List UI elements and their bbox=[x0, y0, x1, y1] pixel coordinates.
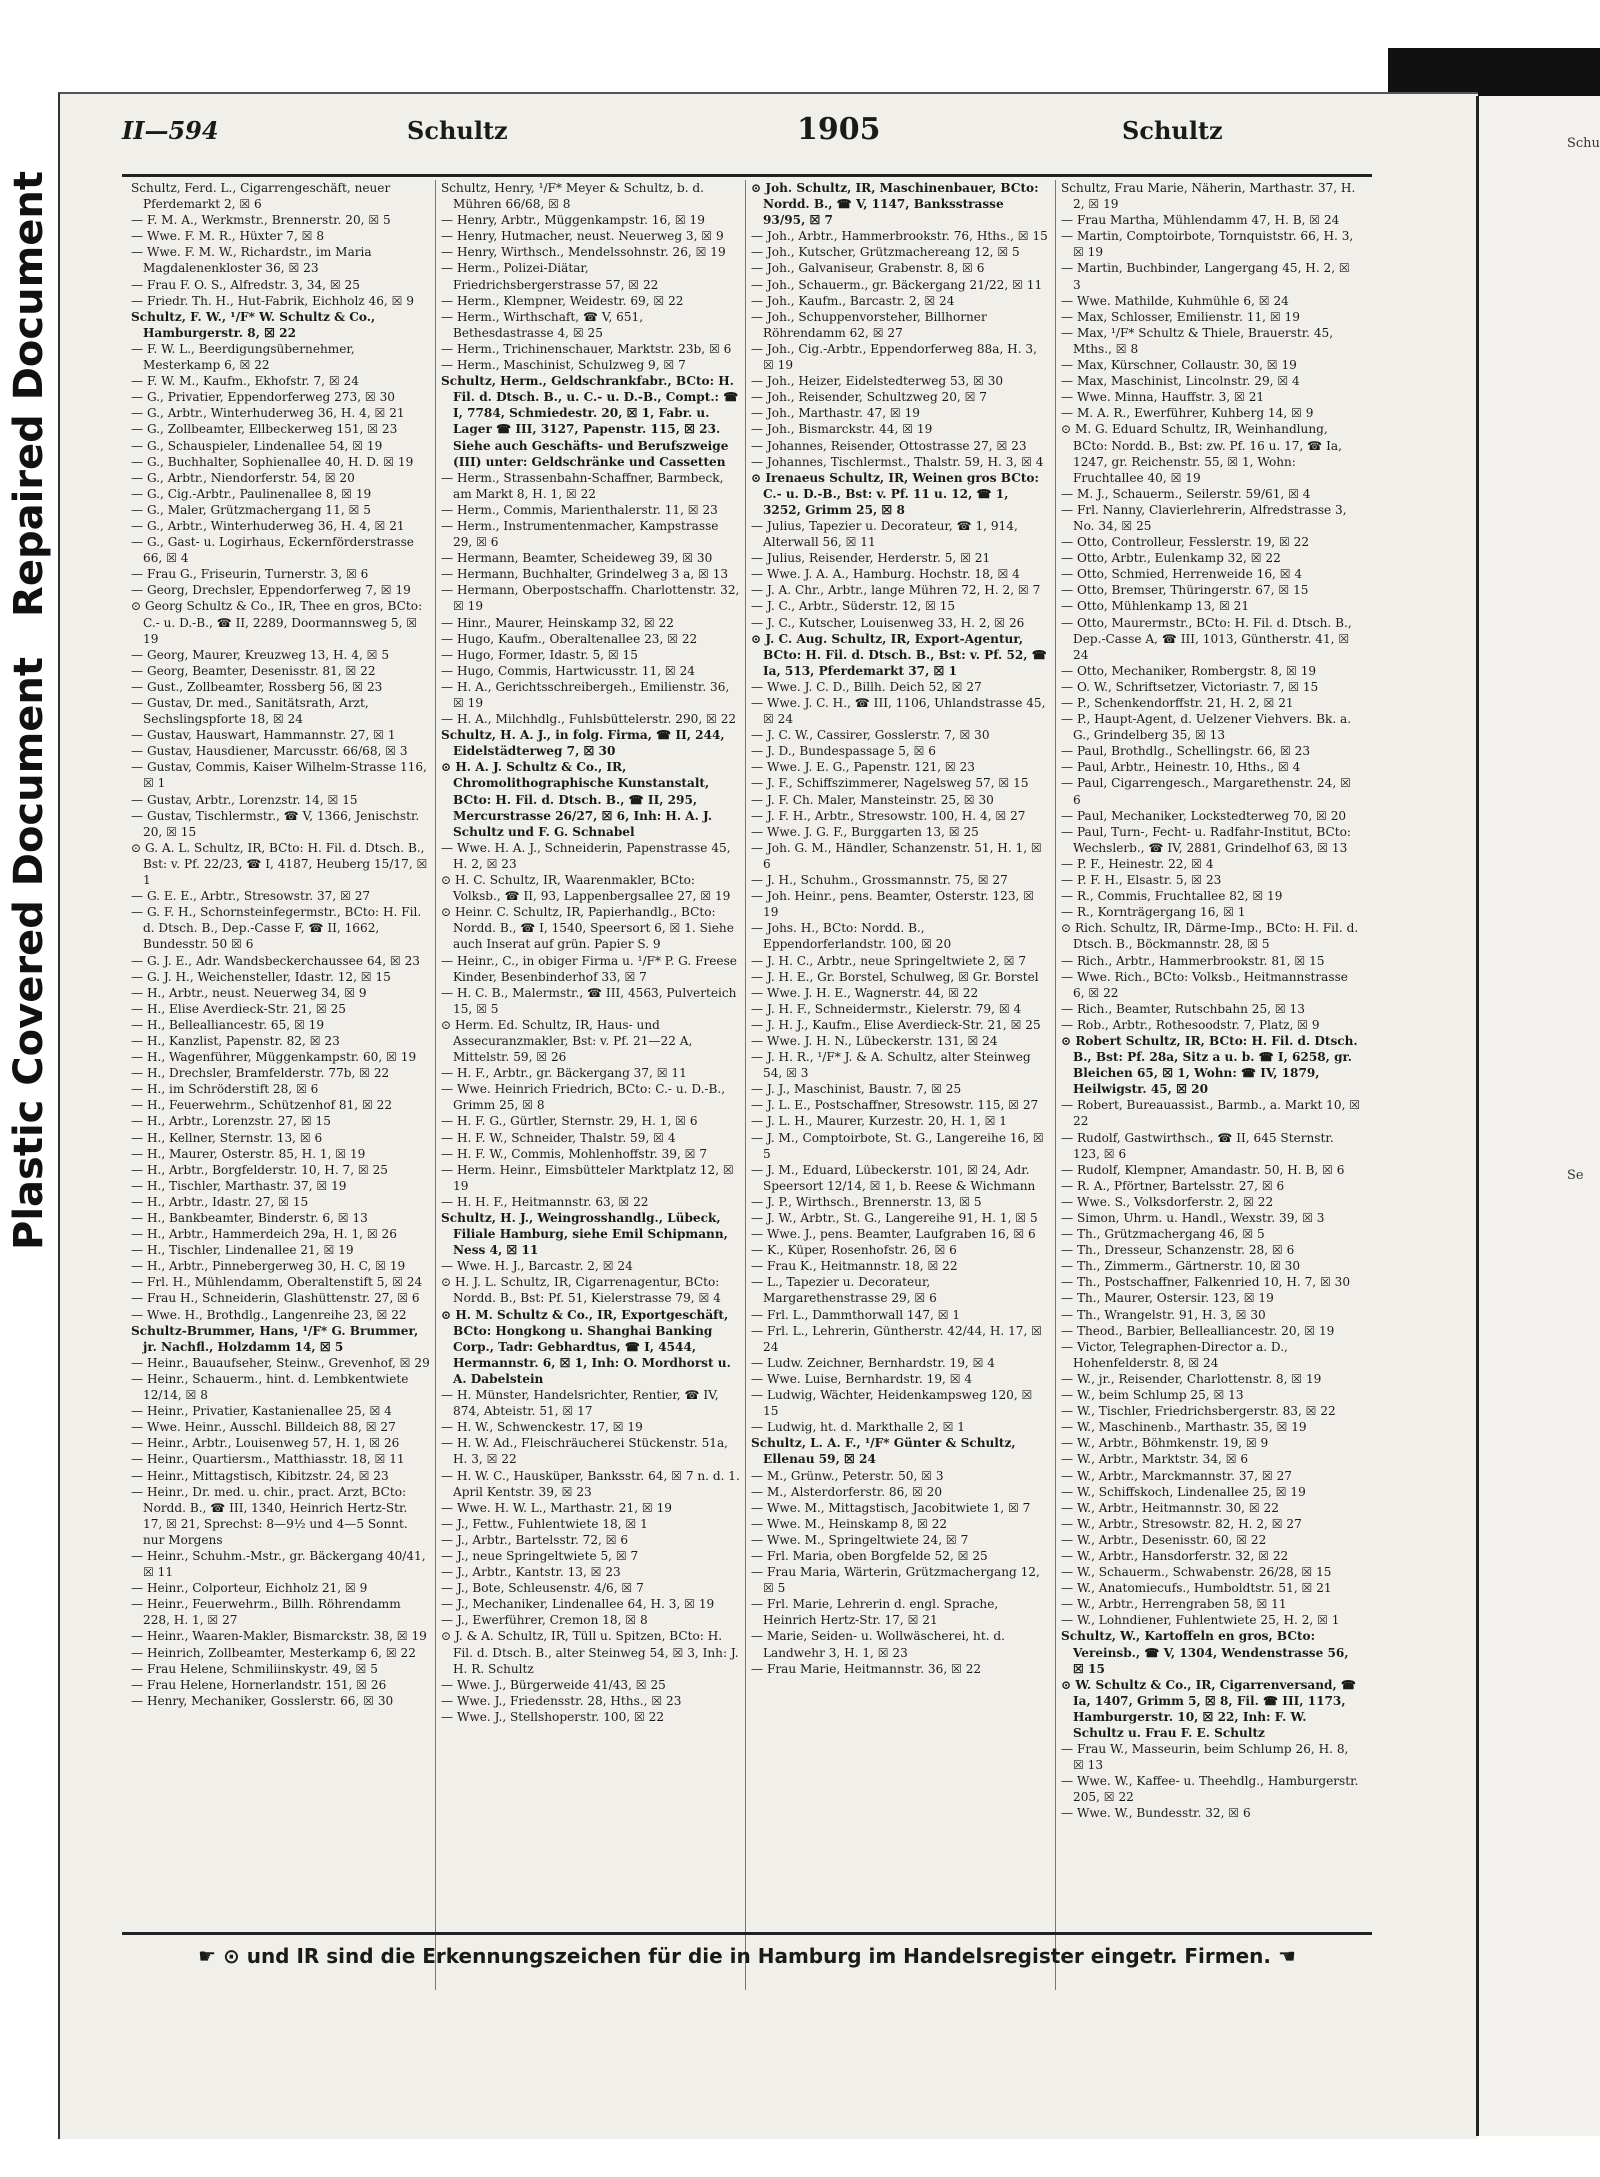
directory-entry: — J. C. W., Cassirer, Gosslerstr. 7, ☒ 30 bbox=[751, 728, 990, 743]
directory-entry: — Henry, Mechaniker, Gosslerstr. 66, ☒ 30 bbox=[131, 1693, 394, 1708]
directory-entry: — W., Arbtr., Herrengraben 58, ☒ 11 bbox=[1061, 1597, 1287, 1612]
directory-entry: — J., Ewerführer, Cremon 18, ☒ 8 bbox=[441, 1613, 648, 1628]
directory-entry: — Joh., Bismarckstr. 44, ☒ 19 bbox=[751, 422, 933, 437]
page-header bbox=[122, 112, 1422, 148]
directory-entry: — J. W., Arbtr., St. G., Langereihe 91, H. 1, ☒ 5 bbox=[751, 1211, 1038, 1225]
directory-entry: — J. J., Maschinist, Baustr. 7, ☒ 25 bbox=[751, 1082, 962, 1097]
directory-entry: — Rudolf, Gastwirthsch., ☎ II, 645 Sternstr. 123, ☒ 6 bbox=[1061, 1130, 1334, 1161]
directory-entry: — R., Commis, Fruchtallee 82, ☒ 19 bbox=[1061, 889, 1283, 904]
directory-entry: Schultz, W., Kartoffeln en gros, BCto: Vereinsb., ☎ V, 1304, Wendenstrasse 56, ☒ 15 bbox=[1061, 1629, 1349, 1676]
directory-entry: — O. W., Schriftsetzer, Victoriastr. 7, ☒ 15 bbox=[1061, 679, 1319, 694]
directory-entry: — Th., Wrangelstr. 91, H. 3, ☒ 30 bbox=[1061, 1307, 1266, 1322]
directory-entry: — M. A. R., Ewerführer, Kuhberg 14, ☒ 9 bbox=[1061, 406, 1314, 421]
directory-entry: — Heinr., Quartiersm., Matthiasstr. 18, ☒ 11 bbox=[131, 1452, 405, 1467]
directory-entry: — Frau G., Friseurin, Turnerstr. 3, ☒ 6 bbox=[131, 567, 369, 582]
directory-entry: — M., Alsterdorferstr. 86, ☒ 20 bbox=[751, 1484, 943, 1499]
directory-entry: — Frau Maria, Wärterin, Grützmachergang 12, ☒ 5 bbox=[751, 1565, 1040, 1596]
directory-entry: — W., Schauerm., Schwabenstr. 26/28, ☒ 15 bbox=[1061, 1565, 1332, 1580]
directory-entry: — H., Arbtr., Hammerdeich 29a, H. 1, ☒ 26 bbox=[131, 1227, 397, 1242]
directory-entry: — J. A. Chr., Arbtr., lange Mühren 72, H. 2, ☒ 7 bbox=[751, 583, 1041, 598]
directory-entry: — J. H., Schuhm., Grossmannstr. 75, ☒ 27 bbox=[751, 873, 1008, 888]
directory-entry: — H., Bankbeamter, Binderstr. 6, ☒ 13 bbox=[131, 1211, 368, 1225]
directory-entry: Schultz, Herm., Geldschrankfabr., BCto: H. Fil. d. Dtsch. B., u. C.- u. D.-B., Compt.: ☎ I, 7784, Schmiedestr. 20, ☒ 1, Fabr. u. Lager ☎ III, 3127, Papenstr. 115, ☒ 23. Siehe auch Geschäfts- und Berufszweige (III) unter: Geldschränke und Cassetten bbox=[441, 374, 739, 469]
columns bbox=[126, 180, 1366, 1990]
directory-entry: — Herm., Maschinist, Schulzweg 9, ☒ 7 bbox=[441, 358, 686, 373]
directory-entry: — Wwe. H. J., Barcastr. 2, ☒ 24 bbox=[441, 1259, 633, 1274]
directory-entry: — J. H. E., Gr. Borstel, Schulweg, ☒ Gr. Borstel bbox=[751, 969, 1039, 984]
directory-entry: — G., Arbtr., Winterhuderweg 36, H. 4, ☒ 21 bbox=[131, 406, 405, 421]
directory-entry: — F. M. A., Werkmstr., Brennerstr. 20, ☒ 5 bbox=[131, 213, 391, 228]
directory-entry: — R. A., Pförtner, Bartelsstr. 27, ☒ 6 bbox=[1061, 1178, 1285, 1193]
directory-entry: Schultz, Henry, ¹/F* Meyer & Schultz, b. d. Mühren 66/68, ☒ 8 bbox=[441, 181, 705, 212]
spine-label-plastic: Plastic Covered Document bbox=[6, 656, 52, 1250]
directory-entry: — P. F. H., Elsastr. 5, ☒ 23 bbox=[1061, 873, 1222, 888]
directory-entry: — Wwe. J., pens. Beamter, Laufgraben 16, ☒ 6 bbox=[751, 1227, 1036, 1242]
directory-entry: — Frau Helene, Schmiliinskystr. 49, ☒ 5 bbox=[131, 1661, 378, 1676]
directory-entry: — Wwe. F. M. R., Hüxter 7, ☒ 8 bbox=[131, 229, 325, 244]
directory-entry: — W., Tischler, Friedrichsbergerstr. 83, ☒ 22 bbox=[1061, 1404, 1336, 1419]
directory-entry: — Gustav, Commis, Kaiser Wilhelm-Strasse 116, ☒ 1 bbox=[131, 760, 427, 791]
directory-entry: — Heinr., Mittagstisch, Kibitzstr. 24, ☒ 23 bbox=[131, 1468, 389, 1483]
directory-entry: — Georg, Drechsler, Eppendorferweg 7, ☒ 19 bbox=[131, 583, 411, 598]
directory-entry: Schultz, L. A. F., ¹/F* Günter & Schultz, Ellenau 59, ☒ 24 bbox=[751, 1436, 1016, 1467]
directory-entry: — Wwe. S., Volksdorferstr. 2, ☒ 22 bbox=[1061, 1194, 1274, 1209]
directory-entry: — G., Zollbeamter, Ellbeckerweg 151, ☒ 23 bbox=[131, 422, 398, 437]
directory-entry: ⊙ Heinr. C. Schultz, IR, Papierhandlg., BCto: Nordd. B., ☎ I, 1540, Speersort 6, ☒ 1. Siehe auch Inserat auf grün. Papier S. 9 bbox=[441, 905, 734, 952]
directory-entry: — Frau Martha, Mühlendamm 47, H. B, ☒ 24 bbox=[1061, 213, 1340, 228]
directory-entry: — Hermann, Oberpostschaffn. Charlottenstr. 32, ☒ 19 bbox=[441, 583, 740, 614]
directory-entry: — Hermann, Beamter, Scheideweg 39, ☒ 30 bbox=[441, 551, 713, 566]
page-number: II—594 bbox=[122, 116, 219, 145]
directory-entry: — J. F. Ch. Maler, Mansteinstr. 25, ☒ 30 bbox=[751, 792, 994, 807]
directory-entry: — G., Gast- u. Logirhaus, Eckernförderstrasse 66, ☒ 4 bbox=[131, 535, 414, 566]
directory-entry: — Johannes, Tischlermst., Thalstr. 59, H. 3, ☒ 4 bbox=[751, 454, 1044, 469]
directory-entry: — Herm., Polizei-Diätar, Friedrichsbergerstrasse 57, ☒ 22 bbox=[441, 261, 659, 292]
directory-entry: ⊙ M. G. Eduard Schultz, IR, Weinhandlung, BCto: Nordd. B., Bst: zw. Pf. 16 u. 17, ☎ Ia, 1247, gr. Reichenstr. 55, ☒ 1, Wohn: Fruchtallee 40, ☒ 19 bbox=[1061, 422, 1342, 485]
directory-entry: — Herm., Instrumentenmacher, Kampstrasse 29, ☒ 6 bbox=[441, 518, 719, 550]
directory-entry: — Heinr., Waaren-Makler, Bismarckstr. 38, ☒ 19 bbox=[131, 1629, 427, 1644]
directory-entry: — H. F. W., Commis, Mohlenhoffstr. 39, ☒ 7 bbox=[441, 1146, 708, 1161]
directory-entry: — Ludwig, Wächter, Heidenkampsweg 120, ☒ 15 bbox=[751, 1388, 1033, 1419]
directory-entry: — G. J. H., Weichensteller, Idastr. 12, ☒ 15 bbox=[131, 969, 391, 984]
directory-entry: — Heinr., Feuerwehrm., Billh. Röhrendamm 228, H. 1, ☒ 27 bbox=[131, 1597, 401, 1628]
directory-entry: — G. J. E., Adr. Wandsbeckerchaussee 64, ☒ 23 bbox=[131, 953, 420, 968]
directory-entry: — Heinr., Privatier, Kastanienallee 25, ☒ 4 bbox=[131, 1404, 392, 1419]
directory-entry: — J. C., Arbtr., Süderstr. 12, ☒ 15 bbox=[751, 599, 956, 614]
directory-entry: — H., im Schröderstift 28, ☒ 6 bbox=[131, 1082, 319, 1097]
directory-entry: — G., Buchhalter, Sophienallee 40, H. D. ☒ 19 bbox=[131, 454, 414, 469]
directory-entry: — Wwe. Heinrich Friedrich, BCto: C.- u. D.-B., Grimm 25, ☒ 8 bbox=[441, 1082, 726, 1113]
directory-entry: — J., Arbtr., Kantstr. 13, ☒ 23 bbox=[441, 1565, 621, 1580]
directory-entry: — Wwe. Rich., BCto: Volksb., Heitmannstrasse 6, ☒ 22 bbox=[1061, 969, 1348, 1000]
directory-entry: — Gustav, Hausdiener, Marcusstr. 66/68, ☒ 3 bbox=[131, 744, 408, 759]
column-4 bbox=[1056, 180, 1366, 1990]
directory-entry: — H., Kellner, Sternstr. 13, ☒ 6 bbox=[131, 1130, 323, 1145]
header-rule bbox=[122, 174, 1372, 177]
directory-entry: — G., Cig.-Arbtr., Paulinenallee 8, ☒ 19 bbox=[131, 486, 372, 501]
directory-entry: — H. F. G., Gürtler, Sternstr. 29, H. 1, ☒ 6 bbox=[441, 1114, 698, 1129]
directory-entry: — Wwe. M., Mittagstisch, Jacobitwiete 1, ☒ 7 bbox=[751, 1500, 1031, 1515]
directory-entry: — Ludw. Zeichner, Bernhardstr. 19, ☒ 4 bbox=[751, 1355, 995, 1370]
directory-entry: — H., Arbtr., Idastr. 27, ☒ 15 bbox=[131, 1194, 309, 1209]
directory-entry: ⊙ J. C. Aug. Schultz, IR, Export-Agentur, BCto: H. Fil. d. Dtsch. B., Bst: v. Pf. 52, ☎ Ia, 513, Pferdemarkt 37, ☒ 1 bbox=[751, 631, 1047, 678]
directory-entry: — Frl. L., Dammthorwall 147, ☒ 1 bbox=[751, 1307, 961, 1322]
directory-entry: — Paul, Turn-, Fecht- u. Radfahr-Institut, BCto: Wechslerb., ☎ IV, 2881, Grindelhof 63, ☒ 13 bbox=[1061, 824, 1351, 855]
directory-entry: — J. H. F., Schneidermstr., Kielerstr. 79, ☒ 4 bbox=[751, 1001, 1022, 1016]
directory-entry: — J. H. J., Kaufm., Elise Averdieck-Str. 21, ☒ 25 bbox=[751, 1017, 1041, 1032]
directory-entry: — Wwe. J., Friedensstr. 28, Hths., ☒ 23 bbox=[441, 1693, 682, 1708]
directory-entry: — W., Arbtr., Marckmannstr. 37, ☒ 27 bbox=[1061, 1468, 1292, 1483]
directory-entry: — J. L. E., Postschaffner, Stresowstr. 115, ☒ 27 bbox=[751, 1098, 1039, 1113]
directory-entry: — Otto, Arbtr., Eulenkamp 32, ☒ 22 bbox=[1061, 551, 1281, 566]
directory-entry: — Heinrich, Zollbeamter, Mesterkamp 6, ☒ 22 bbox=[131, 1645, 416, 1660]
directory-entry: — Hermann, Buchhalter, Grindelweg 3 a, ☒ 13 bbox=[441, 567, 729, 582]
directory-entry: — Joh., Schuppenvorsteher, Billhorner Röhrendamm 62, ☒ 27 bbox=[751, 309, 987, 340]
directory-entry: — Hugo, Kaufm., Oberaltenallee 23, ☒ 22 bbox=[441, 631, 698, 646]
directory-entry: — Th., Zimmerm., Gärtnerstr. 10, ☒ 30 bbox=[1061, 1259, 1301, 1274]
directory-entry: — Julius, Reisender, Herderstr. 5, ☒ 21 bbox=[751, 551, 991, 566]
directory-entry: — Victor, Telegraphen-Director a. D., Hohenfelderstr. 8, ☒ 24 bbox=[1061, 1339, 1288, 1370]
directory-entry: — H., Feuerwehrm., Schützenhof 81, ☒ 22 bbox=[131, 1098, 393, 1113]
directory-entry: — Joh., Kaufm., Barcastr. 2, ☒ 24 bbox=[751, 293, 955, 308]
directory-entry: — Herm., Strassenbahn-Schaffner, Barmbeck, am Markt 8, H. 1, ☒ 22 bbox=[441, 470, 724, 501]
directory-entry: — H. Münster, Handelsrichter, Rentier, ☎ IV, 874, Abteistr. 51, ☒ 17 bbox=[441, 1388, 719, 1419]
directory-entry: — Robert, Bureauassist., Barmb., a. Markt 10, ☒ 22 bbox=[1061, 1098, 1361, 1129]
directory-entry: — H., Tischler, Marthastr. 37, ☒ 19 bbox=[131, 1178, 347, 1193]
directory-entry: — Joh. G. M., Händler, Schanzenstr. 51, H. 1, ☒ 6 bbox=[751, 840, 1042, 871]
directory-entry: — R., Kornträgergang 16, ☒ 1 bbox=[1061, 905, 1246, 920]
directory-entry: Schultz, Frau Marie, Näherin, Marthastr. 37, H. 2, ☒ 19 bbox=[1061, 181, 1356, 212]
directory-entry: — Hugo, Commis, Hartwicusstr. 11, ☒ 24 bbox=[441, 663, 695, 678]
directory-entry: — H., Tischler, Lindenallee 21, ☒ 19 bbox=[131, 1243, 354, 1258]
directory-entry: — G., Maler, Grützmachergang 11, ☒ 5 bbox=[131, 502, 371, 517]
directory-entry: — Otto, Bremser, Thüringerstr. 67, ☒ 15 bbox=[1061, 583, 1309, 598]
directory-entry: — Max, Schlosser, Emilienstr. 11, ☒ 19 bbox=[1061, 309, 1300, 324]
directory-entry: — H. C. B., Malermstr., ☎ III, 4563, Pulverteich 15, ☒ 5 bbox=[441, 985, 737, 1016]
directory-entry: — Martin, Comptoirbote, Tornquiststr. 66, H. 3, ☒ 19 bbox=[1061, 229, 1354, 260]
directory-entry: — H. H. F., Heitmannstr. 63, ☒ 22 bbox=[441, 1194, 649, 1209]
directory-entry: — J. H. R., ¹/F* J. & A. Schultz, alter Steinweg 54, ☒ 3 bbox=[751, 1050, 1031, 1081]
directory-entry: — Herm., Klempner, Weidestr. 69, ☒ 22 bbox=[441, 293, 684, 308]
directory-entry: — Joh., Kutscher, Grützmachereang 12, ☒ 5 bbox=[751, 245, 1020, 260]
directory-entry: ⊙ Robert Schultz, IR, BCto: H. Fil. d. Dtsch. B., Bst: Pf. 28a, Sitz a u. b. ☎ I, 6258, gr. Bleichen 65, ☒ 1, Wohn: ☎ IV, 1879, Heilwigstr. 45, ☒ 20 bbox=[1061, 1033, 1358, 1097]
directory-entry: — Georg, Beamter, Desenisstr. 81, ☒ 22 bbox=[131, 663, 376, 678]
directory-entry: — W., beim Schlump 25, ☒ 13 bbox=[1061, 1388, 1244, 1403]
directory-entry: — J., Fettw., Fuhlentwiete 18, ☒ 1 bbox=[441, 1516, 648, 1531]
directory-entry: — F. W. L., Beerdigungsübernehmer, Mesterkamp 6, ☒ 22 bbox=[131, 341, 355, 373]
adjacent-fragment: Se bbox=[1567, 1168, 1584, 1183]
adjacent-fragment: Schu bbox=[1567, 136, 1600, 151]
directory-entry: — Wwe. M., Heinskamp 8, ☒ 22 bbox=[751, 1516, 948, 1531]
directory-entry: — H. W., Schwenckestr. 17, ☒ 19 bbox=[441, 1420, 643, 1435]
directory-entry: — Wwe. J., Stellshoperstr. 100, ☒ 22 bbox=[441, 1709, 665, 1724]
directory-entry: — Wwe. J. C. H., ☎ III, 1106, Uhlandstrasse 45, ☒ 24 bbox=[751, 696, 1046, 727]
directory-entry: — Marie, Seiden- u. Wollwäscherei, ht. d. Landwehr 3, H. 1, ☒ 23 bbox=[751, 1629, 1005, 1660]
directory-entry: — Wwe. M., Springeltwiete 24, ☒ 7 bbox=[751, 1532, 969, 1547]
directory-entry: — W., Arbtr., Desenisstr. 60, ☒ 22 bbox=[1061, 1532, 1267, 1547]
directory-entry: — G., Privatier, Eppendorferweg 273, ☒ 30 bbox=[131, 390, 395, 405]
directory-entry: — Otto, Schmied, Herrenweide 16, ☒ 4 bbox=[1061, 567, 1303, 582]
directory-entry: — W., Arbtr., Stresowstr. 82, H. 2, ☒ 27 bbox=[1061, 1516, 1302, 1531]
directory-entry: — H., Elise Averdieck-Str. 21, ☒ 25 bbox=[131, 1001, 346, 1016]
directory-entry: — Herm., Wirthschaft, ☎ V, 651, Bethesdastrasse 4, ☒ 25 bbox=[441, 309, 644, 340]
directory-entry: — Johannes, Reisender, Ottostrasse 27, ☒ 23 bbox=[751, 438, 1027, 453]
directory-entry: Schultz, H. A. J., in folg. Firma, ☎ II, 244, Eidelstädterweg 7, ☒ 30 bbox=[441, 728, 725, 759]
directory-entry: — H. A., Milchhdlg., Fuhlsbüttelerstr. 290, ☒ 22 bbox=[441, 712, 737, 727]
directory-entry: — Paul, Arbtr., Heinestr. 10, Hths., ☒ 4 bbox=[1061, 760, 1301, 775]
directory-entry: — Wwe. H. A. J., Schneiderin, Papenstrasse 45, H. 2, ☒ 23 bbox=[441, 840, 731, 871]
directory-entry: — H., Wagenführer, Müggenkampstr. 60, ☒ 19 bbox=[131, 1050, 417, 1065]
scan-spine-label bbox=[0, 0, 58, 2177]
adjacent-page-edge bbox=[1476, 96, 1600, 2136]
directory-entry: — H., Arbtr., Lorenzstr. 27, ☒ 15 bbox=[131, 1114, 331, 1129]
directory-entry: — W., Lohndiener, Fuhlentwiete 25, H. 2, ☒ 1 bbox=[1061, 1613, 1340, 1628]
directory-entry: — Frau H., Schneiderin, Glashüttenstr. 27, ☒ 6 bbox=[131, 1291, 420, 1306]
directory-entry: — Paul, Cigarrengesch., Margarethenstr. 24, ☒ 6 bbox=[1061, 776, 1351, 807]
directory-entry: — G., Arbtr., Niendorferstr. 54, ☒ 20 bbox=[131, 470, 355, 485]
directory-entry: — G., Arbtr., Winterhuderweg 36, H. 4, ☒ 21 bbox=[131, 518, 405, 533]
directory-entry: — Rudolf, Klempner, Amandastr. 50, H. B, ☒ 6 bbox=[1061, 1162, 1345, 1177]
directory-entry: — G. F. H., Schornsteinfegermstr., BCto: H. Fil. d. Dtsch. B., Dep.-Casse F, ☎ II, 1662, Bundesstr. 50 ☒ 6 bbox=[131, 905, 422, 952]
directory-entry: — W., Maschinenb., Marthastr. 35, ☒ 19 bbox=[1061, 1420, 1307, 1435]
header-left-name: Schultz bbox=[407, 116, 508, 145]
directory-entry: — J. F., Schiffszimmerer, Nagelsweg 57, ☒ 15 bbox=[751, 776, 1029, 791]
directory-entry: Schultz, H. J., Weingrosshandlg., Lübeck, Filiale Hamburg, siehe Emil Schipmann, Ness 4, ☒ 11 bbox=[441, 1211, 728, 1258]
directory-entry: — Wwe. Heinr., Ausschl. Billdeich 88, ☒ 27 bbox=[131, 1420, 396, 1435]
directory-entry: — Herm. Heinr., Eimsbütteler Marktplatz 12, ☒ 19 bbox=[441, 1162, 734, 1193]
directory-entry: — M. J., Schauerm., Seilerstr. 59/61, ☒ 4 bbox=[1061, 486, 1311, 501]
directory-entry: — Paul, Mechaniker, Lockstedterweg 70, ☒ 20 bbox=[1061, 808, 1347, 823]
directory-entry: — Theod., Barbier, Bellealliancestr. 20, ☒ 19 bbox=[1061, 1323, 1335, 1338]
directory-entry: — J. F. H., Arbtr., Stresowstr. 100, H. 4, ☒ 27 bbox=[751, 808, 1026, 823]
directory-entry: — Frl. H., Mühlendamm, Oberaltenstift 5, ☒ 24 bbox=[131, 1275, 423, 1290]
directory-entry: ⊙ Georg Schultz & Co., IR, Thee en gros, BCto: C.- u. D.-B., ☎ II, 2289, Doormannsweg 5, ☒ 19 bbox=[131, 599, 423, 646]
directory-entry: ⊙ Herm. Ed. Schultz, IR, Haus- und Assecuranzmakler, Bst: v. Pf. 21—22 A, Mittelstr. 59, ☒ 26 bbox=[441, 1017, 693, 1065]
directory-entry: — H., Kanzlist, Papenstr. 82, ☒ 23 bbox=[131, 1033, 340, 1048]
directory-entry: — Max, Kürschner, Collaustr. 30, ☒ 19 bbox=[1061, 358, 1297, 373]
directory-entry: — H., Arbtr., neust. Neuerweg 34, ☒ 9 bbox=[131, 985, 367, 1000]
directory-entry: — Martin, Buchbinder, Langergang 45, H. 2, ☒ 3 bbox=[1061, 261, 1350, 292]
directory-entry: — Paul, Brothdlg., Schellingstr. 66, ☒ 23 bbox=[1061, 744, 1311, 759]
directory-entry: — Heinr., Schuhm.-Mstr., gr. Bäckergang 40/41, ☒ 11 bbox=[131, 1548, 426, 1580]
directory-entry: — J. C., Kutscher, Louisenweg 33, H. 2, ☒ 26 bbox=[751, 615, 1025, 630]
directory-entry: — J. P., Wirthsch., Brennerstr. 13, ☒ 5 bbox=[751, 1194, 982, 1209]
directory-entry: — H., Arbtr., Pinnebergerweg 30, H. C, ☒ 19 bbox=[131, 1259, 406, 1274]
directory-entry: ⊙ G. A. L. Schultz, IR, BCto: H. Fil. d. Dtsch. B., Bst: v. Pf. 22/23, ☎ I, 4187, Heuberg 15/17, ☒ 1 bbox=[131, 840, 428, 888]
directory-entry: — Heinr., Dr. med. u. chir., pract. Arzt, BCto: Nordd. B., ☎ III, 1340, Heinrich Hertz-Str. 17, ☒ 21, Sprechst: 8—9½ und 4—5 Sonnt. nur Morgens bbox=[131, 1484, 408, 1547]
directory-entry: Schultz-Brummer, Hans, ¹/F* G. Brummer, jr. Nachfl., Holzdamm 14, ☒ 5 bbox=[131, 1323, 419, 1354]
directory-entry: — Wwe. H. W. L., Marthastr. 21, ☒ 19 bbox=[441, 1500, 672, 1515]
directory-entry: — Wwe. H., Brothdlg., Langenreihe 23, ☒ 22 bbox=[131, 1307, 407, 1322]
directory-entry: ⊙ Rich. Schultz, IR, Därme-Imp., BCto: H. Fil. d. Dtsch. B., Böckmannstr. 28, ☒ 5 bbox=[1061, 921, 1359, 952]
directory-entry: Schultz, F. W., ¹/F* W. Schultz & Co., Hamburgerstr. 8, ☒ 22 bbox=[131, 309, 376, 340]
directory-entry: — Herm., Trichinenschauer, Marktstr. 23b, ☒ 6 bbox=[441, 341, 732, 356]
directory-entry: — Wwe. W., Bundesstr. 32, ☒ 6 bbox=[1061, 1806, 1251, 1821]
directory-entry: — Frau Helene, Hornerlandstr. 151, ☒ 26 bbox=[131, 1677, 387, 1692]
directory-entry: — W., Arbtr., Heitmannstr. 30, ☒ 22 bbox=[1061, 1500, 1279, 1515]
directory-entry: — Rob., Arbtr., Rothesoodstr. 7, Platz, ☒ 9 bbox=[1061, 1017, 1320, 1032]
footer-note: ☛ ⊙ und IR sind die Erkennungszeichen für die in Hamburg im Handelsregister eingetr. Firmen. ☚ bbox=[198, 1944, 1296, 1968]
directory-entry: — H. W. Ad., Fleischräucherei Stückenstr. 51a, H. 3, ☒ 22 bbox=[441, 1436, 729, 1467]
directory-entry: — Heinr., Schauerm., hint. d. Lembkentwiete 12/14, ☒ 8 bbox=[131, 1371, 409, 1403]
directory-entry: — H., Bellealliancestr. 65, ☒ 19 bbox=[131, 1017, 325, 1032]
directory-entry: — P., Haupt-Agent, d. Uelzener Viehvers. Bk. a. G., Grindelberg 35, ☒ 13 bbox=[1061, 712, 1352, 743]
column-1 bbox=[126, 180, 436, 1990]
directory-entry: — M., Grünw., Peterstr. 50, ☒ 3 bbox=[751, 1468, 944, 1483]
spine-label-repaired: Repaired Document bbox=[6, 171, 52, 617]
directory-entry: — Frau W., Masseurin, beim Schlump 26, H. 8, ☒ 13 bbox=[1061, 1742, 1349, 1773]
directory-entry: — G., Schauspieler, Lindenallee 54, ☒ 19 bbox=[131, 438, 383, 453]
directory-entry: — Th., Maurer, Ostersir. 123, ☒ 19 bbox=[1061, 1291, 1274, 1306]
directory-entry: — W., Arbtr., Hansdorferstr. 32, ☒ 22 bbox=[1061, 1548, 1289, 1563]
directory-entry: — Wwe. Luise, Bernhardstr. 19, ☒ 4 bbox=[751, 1371, 973, 1386]
directory-entry: — J. H. C., Arbtr., neue Springeltwiete 2, ☒ 7 bbox=[751, 953, 1027, 968]
directory-entry: — Rich., Beamter, Rutschbahn 25, ☒ 13 bbox=[1061, 1001, 1305, 1016]
header-year: 1905 bbox=[797, 112, 881, 147]
directory-entry: — Joh. Heinr., pens. Beamter, Osterstr. 123, ☒ 19 bbox=[751, 889, 1035, 920]
directory-entry: — Otto, Maurermstr., BCto: H. Fil. d. Dtsch. B., Dep.-Casse A, ☎ III, 1013, Güntherstr. 41, ☒ 24 bbox=[1061, 615, 1352, 662]
directory-entry: ⊙ W. Schultz & Co., IR, Cigarrenversand, ☎ Ia, 1407, Grimm 5, ☒ 8, Fil. ☎ III, 1173, Hamburgerstr. 10, ☒ 22, Inh: F. W. Schultz u. Frau F. E. Schultz bbox=[1061, 1677, 1356, 1740]
directory-entry: — Otto, Controlleur, Fesslerstr. 19, ☒ 22 bbox=[1061, 535, 1310, 550]
directory-page bbox=[58, 92, 1478, 2139]
directory-entry: — Heinr., Bauaufseher, Steinw., Grevenhof, ☒ 29 bbox=[131, 1355, 430, 1370]
directory-entry: — P. F., Heinestr. 22, ☒ 4 bbox=[1061, 856, 1214, 871]
directory-entry: — Wwe. Mathilde, Kuhmühle 6, ☒ 24 bbox=[1061, 293, 1289, 308]
directory-entry: — Rich., Arbtr., Hammerbrookstr. 81, ☒ 15 bbox=[1061, 953, 1325, 968]
directory-entry: — Ludwig, ht. d. Markthalle 2, ☒ 1 bbox=[751, 1420, 965, 1435]
directory-entry: — H., Maurer, Osterstr. 85, H. 1, ☒ 19 bbox=[131, 1146, 366, 1161]
directory-entry: — Wwe. J. G. F., Burggarten 13, ☒ 25 bbox=[751, 824, 979, 839]
directory-entry: — J. L. H., Maurer, Kurzestr. 20, H. 1, ☒ 1 bbox=[751, 1114, 1007, 1129]
directory-entry: — G. E. E., Arbtr., Stresowstr. 37, ☒ 27 bbox=[131, 889, 371, 904]
directory-entry: — Wwe. W., Kaffee- u. Theehdlg., Hamburgerstr. 205, ☒ 22 bbox=[1061, 1774, 1359, 1805]
directory-entry: — Th., Postschaffner, Falkenried 10, H. 7, ☒ 30 bbox=[1061, 1275, 1351, 1290]
directory-entry: — Frau K., Heitmannstr. 18, ☒ 22 bbox=[751, 1259, 958, 1274]
directory-entry: — Wwe. J., Bürgerweide 41/43, ☒ 25 bbox=[441, 1677, 666, 1692]
directory-entry: — Max, ¹/F* Schultz & Thiele, Brauerstr. 45, Mths., ☒ 8 bbox=[1061, 325, 1334, 356]
directory-entry: — Wwe. Minna, Hauffstr. 3, ☒ 21 bbox=[1061, 390, 1265, 405]
directory-entry: — Wwe. J. H. E., Wagnerstr. 44, ☒ 22 bbox=[751, 985, 979, 1000]
directory-entry: — Wwe. J. H. N., Lübeckerstr. 131, ☒ 24 bbox=[751, 1033, 998, 1048]
directory-entry: — Otto, Mühlenkamp 13, ☒ 21 bbox=[1061, 599, 1250, 614]
directory-entry: — Gustav, Tischlermstr., ☎ V, 1366, Jenischstr. 20, ☒ 15 bbox=[131, 808, 420, 839]
directory-entry: — Georg, Maurer, Kreuzweg 13, H. 4, ☒ 5 bbox=[131, 647, 390, 662]
directory-entry: — H. F., Arbtr., gr. Bäckergang 37, ☒ 11 bbox=[441, 1066, 687, 1081]
directory-entry: — Herm., Commis, Marienthalerstr. 11, ☒ 23 bbox=[441, 502, 718, 517]
column-2 bbox=[436, 180, 746, 1990]
directory-entry: — H. F. W., Schneider, Thalstr. 59, ☒ 4 bbox=[441, 1130, 676, 1145]
directory-entry: — Henry, Wirthsch., Mendelssohnstr. 26, ☒ 19 bbox=[441, 245, 726, 260]
directory-entry: — Wwe. J. E. G., Papenstr. 121, ☒ 23 bbox=[751, 760, 975, 775]
directory-entry: — H. W. C., Hausküper, Banksstr. 64, ☒ 7 n. d. 1. April Kentstr. 39, ☒ 23 bbox=[441, 1468, 740, 1499]
column-3 bbox=[746, 180, 1056, 1990]
directory-entry: Schultz, Ferd. L., Cigarrengeschäft, neuer Pferdemarkt 2, ☒ 6 bbox=[131, 181, 391, 212]
directory-entry: — H. A., Gerichtsschreibergeh., Emilienstr. 36, ☒ 19 bbox=[441, 679, 730, 710]
directory-entry: — W., Arbtr., Marktstr. 34, ☒ 6 bbox=[1061, 1452, 1249, 1467]
directory-entry: — Gust., Zollbeamter, Rossberg 56, ☒ 23 bbox=[131, 679, 383, 694]
directory-entry: — Frau Marie, Heitmannstr. 36, ☒ 22 bbox=[751, 1661, 982, 1676]
directory-entry: — Frl. Marie, Lehrerin d. engl. Sprache, Heinrich Hertz-Str. 17, ☒ 21 bbox=[751, 1597, 999, 1628]
directory-entry: — Johs. H., BCto: Nordd. B., Eppendorferlandstr. 100, ☒ 20 bbox=[751, 921, 952, 952]
directory-entry: — Wwe. J. A. A., Hamburg. Hochstr. 18, ☒ 4 bbox=[751, 567, 1020, 582]
header-right-name: Schultz bbox=[1122, 116, 1223, 145]
directory-entry: — K., Küper, Rosenhofstr. 26, ☒ 6 bbox=[751, 1243, 957, 1258]
directory-entry: — Simon, Uhrm. u. Handl., Wexstr. 39, ☒ 3 bbox=[1061, 1211, 1325, 1225]
directory-entry: — Gustav, Dr. med., Sanitätsrath, Arzt, Sechslingspforte 18, ☒ 24 bbox=[131, 696, 369, 727]
directory-entry: — W., Arbtr., Böhmkenstr. 19, ☒ 9 bbox=[1061, 1436, 1269, 1451]
directory-entry: ⊙ Joh. Schultz, IR, Maschinenbauer, BCto: Nordd. B., ☎ V, 1147, Banksstrasse 93/95, ☒ 7 bbox=[751, 181, 1039, 228]
directory-entry: — Heinr., Arbtr., Louisenweg 57, H. 1, ☒ 26 bbox=[131, 1436, 400, 1451]
footer-rule bbox=[122, 1932, 1372, 1935]
directory-entry: — Gustav, Hauswart, Hammannstr. 27, ☒ 1 bbox=[131, 728, 396, 743]
directory-entry: — W., Schiffskoch, Lindenallee 25, ☒ 19 bbox=[1061, 1484, 1306, 1499]
directory-entry: — Joh., Marthastr. 47, ☒ 19 bbox=[751, 406, 920, 421]
directory-entry: — H., Arbtr., Borgfelderstr. 10, H. 7, ☒ 25 bbox=[131, 1162, 388, 1177]
directory-entry: ⊙ H. J. L. Schultz, IR, Cigarrenagentur, BCto: Nordd. B., Bst: Pf. 51, Kielerstrasse 79, ☒ 4 bbox=[441, 1275, 721, 1306]
directory-entry: — J., Bote, Schleusenstr. 4/6, ☒ 7 bbox=[441, 1581, 644, 1596]
directory-entry: — Max, Maschinist, Lincolnstr. 29, ☒ 4 bbox=[1061, 374, 1300, 389]
directory-entry: — Friedr. Th. H., Hut-Fabrik, Eichholz 46, ☒ 9 bbox=[131, 293, 414, 308]
directory-entry: — H., Drechsler, Bramfelderstr. 77b, ☒ 22 bbox=[131, 1066, 390, 1081]
directory-entry: ⊙ H. M. Schultz & Co., IR, Exportgeschäft, BCto: Hongkong u. Shanghai Banking Corp., Tadr: Gebhardtus, ☎ I, 4544, Hermannstr. 6, ☒ 1, Inh: O. Mordhorst u. A. Dabelstein bbox=[441, 1307, 731, 1386]
directory-entry: — L., Tapezier u. Decorateur, Margarethenstrasse 29, ☒ 6 bbox=[751, 1275, 937, 1306]
directory-entry: — Julius, Tapezier u. Decorateur, ☎ 1, 914, Alterwall 56, ☒ 11 bbox=[751, 518, 1018, 550]
directory-entry: — Henry, Arbtr., Müggenkampstr. 16, ☒ 19 bbox=[441, 213, 705, 228]
spine-text bbox=[0, 0, 58, 1250]
directory-entry: — Joh., Heizer, Eidelstedterweg 53, ☒ 30 bbox=[751, 374, 1004, 389]
directory-entry: — J., Arbtr., Bartelsstr. 72, ☒ 6 bbox=[441, 1532, 629, 1547]
directory-entry: — Frl. L., Lehrerin, Güntherstr. 42/44, H. 17, ☒ 24 bbox=[751, 1323, 1042, 1354]
directory-entry: ⊙ H. C. Schultz, IR, Waarenmakler, BCto: Volksb., ☎ II, 93, Lappenbergsallee 27, ☒ 19 bbox=[441, 873, 731, 904]
directory-entry: — Heinr., Colporteur, Eichholz 21, ☒ 9 bbox=[131, 1581, 368, 1596]
directory-entry: — J., Mechaniker, Lindenallee 64, H. 3, ☒ 19 bbox=[441, 1597, 715, 1612]
directory-entry: — W., Anatomiecufs., Humboldtstr. 51, ☒ 21 bbox=[1061, 1581, 1332, 1596]
directory-entry: — Frl. Nanny, Clavierlehrerin, Alfredstrasse 3, No. 34, ☒ 25 bbox=[1061, 502, 1347, 533]
directory-entry: — Joh., Galvaniseur, Grabenstr. 8, ☒ 6 bbox=[751, 261, 985, 276]
directory-entry: ⊙ J. & A. Schultz, IR, Tüll u. Spitzen, BCto: H. Fil. d. Dtsch. B., alter Steinweg 54, ☒ 3, Inh: J. H. R. Schultz bbox=[441, 1629, 739, 1676]
directory-entry: — Frau F. O. S., Alfredstr. 3, 34, ☒ 25 bbox=[131, 277, 360, 292]
directory-entry: — Th., Grützmachergang 46, ☒ 5 bbox=[1061, 1227, 1265, 1242]
directory-entry: — Wwe. J. C. D., Billh. Deich 52, ☒ 27 bbox=[751, 679, 982, 694]
directory-entry: — J. M., Comptoirbote, St. G., Langereihe 16, ☒ 5 bbox=[751, 1130, 1044, 1161]
directory-entry: ⊙ H. A. J. Schultz & Co., IR, Chromolithographische Kunstanstalt, BCto: H. Fil. d. Dtsch. B., ☎ II, 295, Mercurstrasse 26/27, ☒ 6, Inh: H. A. J. Schultz und F. G. Schnabel bbox=[441, 760, 713, 839]
directory-entry: — Henry, Hutmacher, neust. Neuerweg 3, ☒ 9 bbox=[441, 229, 724, 244]
directory-entry: — Joh., Cig.-Arbtr., Eppendorferweg 88a, H. 3, ☒ 19 bbox=[751, 341, 1037, 373]
directory-entry: — J. D., Bundespassage 5, ☒ 6 bbox=[751, 744, 936, 759]
directory-entry: — Joh., Schauerm., gr. Bäckergang 21/22, ☒ 11 bbox=[751, 277, 1043, 292]
directory-entry: — Joh., Reisender, Schultzweg 20, ☒ 7 bbox=[751, 390, 987, 405]
directory-entry: — Frl. Maria, oben Borgfelde 52, ☒ 25 bbox=[751, 1548, 988, 1563]
directory-entry: — J. M., Eduard, Lübeckerstr. 101, ☒ 24, Adr. Speersort 12/14, ☒ 1, b. Reese & Wichmann bbox=[751, 1162, 1036, 1193]
directory-entry: ⊙ Irenaeus Schultz, IR, Weinen gros BCto: C.- u. D.-B., Bst: v. Pf. 11 u. 12, ☎ 1, 3252, Grimm 25, ☒ 8 bbox=[751, 470, 1039, 517]
directory-entry: — J., neue Springeltwiete 5, ☒ 7 bbox=[441, 1548, 639, 1563]
directory-entry: — Heinr., C., in obiger Firma u. ¹/F* P. G. Freese Kinder, Besenbinderhof 33, ☒ 7 bbox=[441, 953, 737, 984]
directory-entry: — F. W. M., Kaufm., Ekhofstr. 7, ☒ 24 bbox=[131, 374, 359, 389]
directory-entry: — Hugo, Former, Idastr. 5, ☒ 15 bbox=[441, 647, 638, 662]
directory-entry: — Otto, Mechaniker, Rombergstr. 8, ☒ 19 bbox=[1061, 663, 1317, 678]
directory-entry: — W., jr., Reisender, Charlottenstr. 8, ☒ 19 bbox=[1061, 1371, 1322, 1386]
directory-entry: — Wwe. F. M. W., Richardstr., im Maria Magdalenenkloster 36, ☒ 23 bbox=[131, 245, 372, 276]
directory-entry: — Th., Dresseur, Schanzenstr. 28, ☒ 6 bbox=[1061, 1243, 1295, 1258]
directory-entry: — Hinr., Maurer, Heinskamp 32, ☒ 22 bbox=[441, 615, 674, 630]
directory-entry: — Gustav, Arbtr., Lorenzstr. 14, ☒ 15 bbox=[131, 792, 358, 807]
directory-entry: — P., Schenkendorffstr. 21, H. 2, ☒ 21 bbox=[1061, 696, 1294, 710]
directory-entry: — Joh., Arbtr., Hammerbrookstr. 76, Hths., ☒ 15 bbox=[751, 229, 1048, 244]
